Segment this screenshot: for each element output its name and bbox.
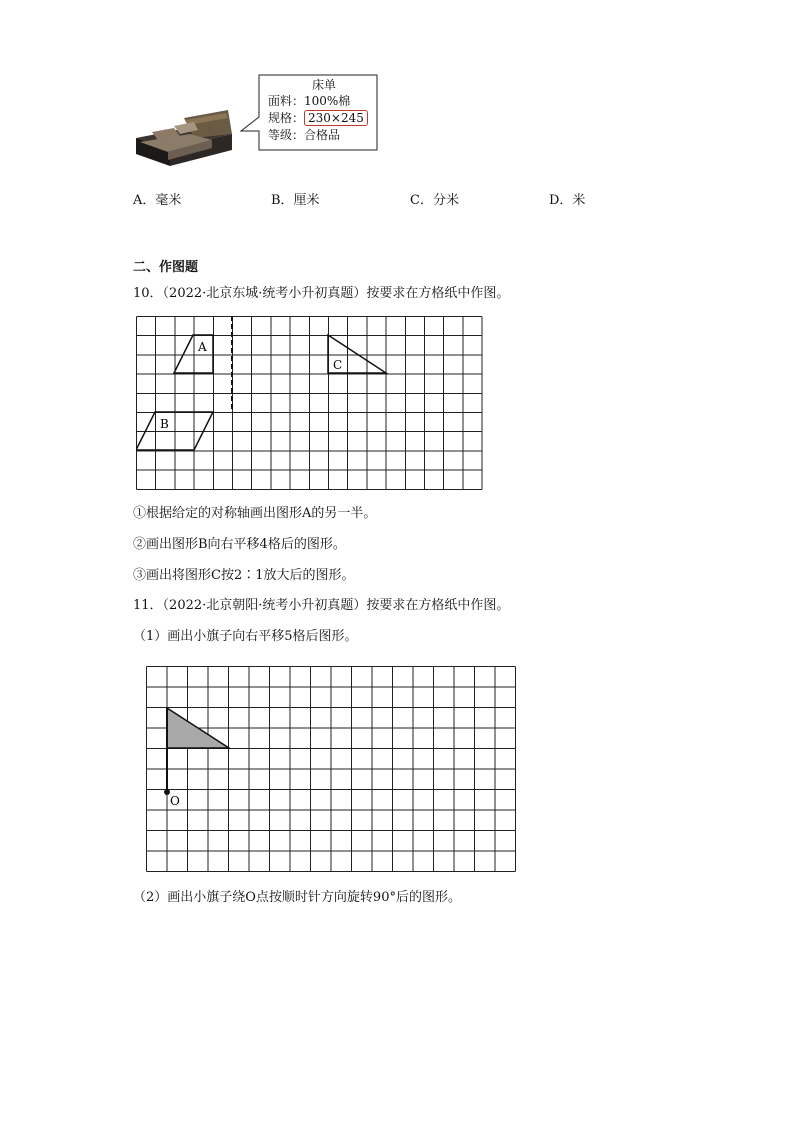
bed-card-spec-label: 规格： [268, 111, 305, 125]
bed-card-fabric: 面料：100%棉 [268, 94, 351, 108]
q11-sub1: （1）画出小旗子向右平移5格后图形。 [133, 629, 358, 644]
bed-image [128, 108, 238, 170]
q10-grid [136, 316, 484, 493]
q10-sub2: ②画出图形B向右平移4格后的图形。 [133, 537, 346, 552]
bed-card-grade: 等级：合格品 [268, 128, 341, 142]
q10-stem: 10．（2022·北京东城·统考小升初真题）按要求在方格纸中作图。 [133, 286, 510, 301]
q11-sub2: （2）画出小旗子绕O点按顺时针方向旋转90°后的图形。 [133, 890, 461, 905]
label-b: B [160, 417, 169, 431]
bed-card-spec-value: 230×245 [304, 110, 368, 126]
q10-sub1: ①根据给定的对称轴画出图形A的另一半。 [133, 506, 377, 521]
option-a: A．毫米 [133, 193, 182, 208]
q11-grid [146, 666, 518, 873]
option-c: C．分米 [410, 193, 459, 208]
label-o: O [170, 794, 180, 808]
bed-card-spec [268, 110, 368, 126]
shape-a [174, 335, 213, 373]
option-b: B．厘米 [271, 193, 320, 208]
option-d: D．米 [549, 193, 586, 208]
q10-sub3: ③画出将图形C按2∶1放大后的图形。 [133, 568, 355, 583]
section-heading: 二、作图题 [133, 260, 199, 275]
bed-card-title: 床单 [312, 78, 337, 92]
q11-stem: 11．（2022·北京朝阳·统考小升初真题）按要求在方格纸中作图。 [133, 598, 510, 613]
label-a: A [198, 340, 207, 354]
label-c: C [333, 358, 343, 372]
